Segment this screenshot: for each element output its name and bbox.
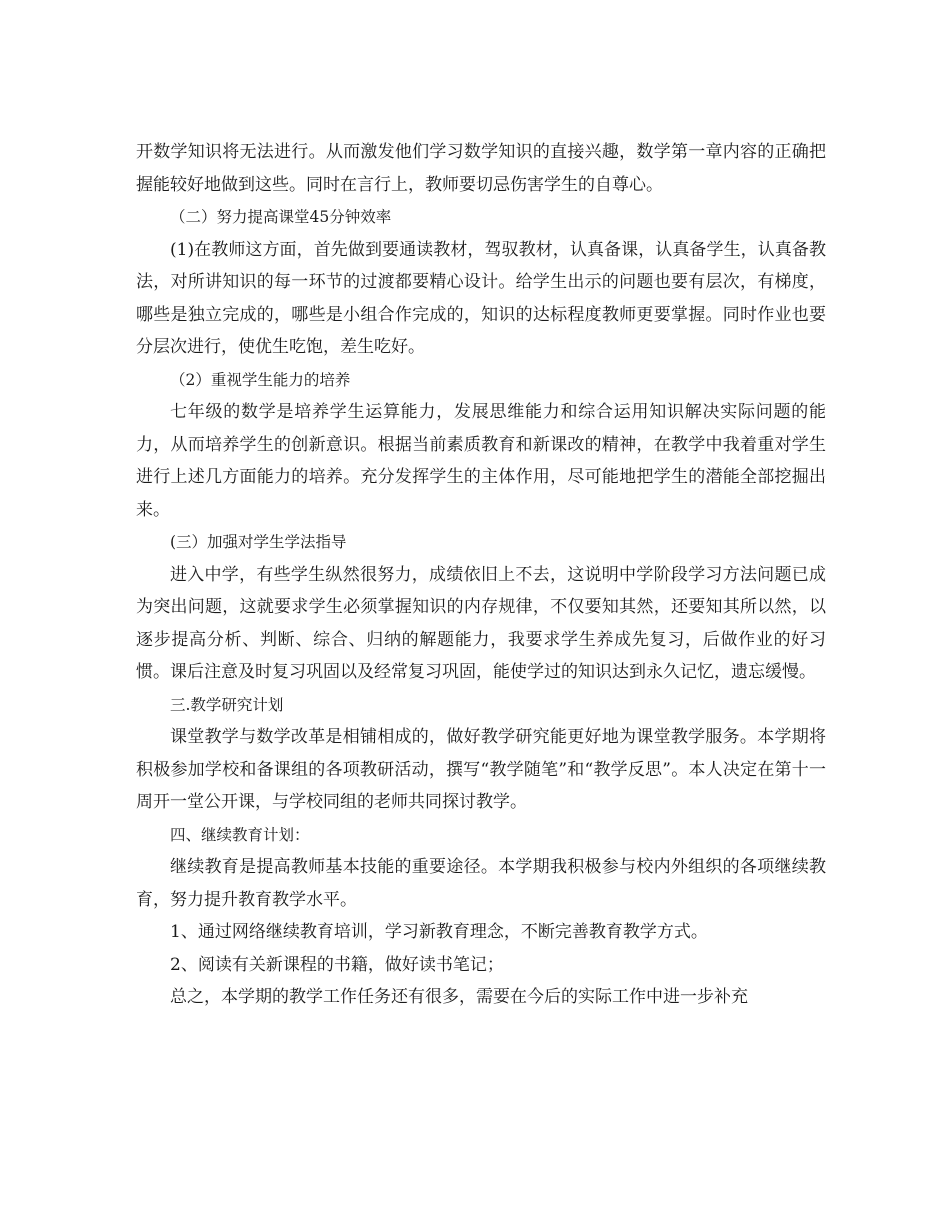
paragraph-research-plan: 课堂教学与数学改革是相铺相成的，做好教学研究能更好地为课堂教学服务。本学期将积极参加学校和备课组的各项教研活动，撰写“教学随笔”和“教学反思”。本人决定在第十一周开一堂公开课，与学校同组的老师共同探讨教学。 xyxy=(136,727,826,812)
paragraph-teacher-preparation: (1)在教师这方面，首先做到要通读教材，驾驭教材，认真备课，认真备学生，认真备教法，对所讲知识的每一环节的过渡都要精心设计。给学生出示的问题也要有层次，有梯度，哪些是独立完成的，哪些是小组合作完成的，知识的达标程度教师更要掌握。同时作业也要分层次进行，使优生吃饱，差生吃好。 xyxy=(136,239,826,357)
paragraph-summary: 总之，本学期的教学工作任务还有很多，需要在今后的实际工作中进一步补充 xyxy=(170,987,748,1007)
document-body xyxy=(136,136,826,1014)
section-heading-continuing-education: 四、继续教育计划： xyxy=(170,825,310,844)
section-heading-ability: （2）重视学生能力的培养 xyxy=(170,370,351,389)
paragraph-continuation: 开数学知识将无法进行。从而激发他们学习数学知识的直接兴趣，数学第一章内容的正确把握能较好地做到这些。同时在言行上，教师要切忌伤害学生的自尊心。 xyxy=(136,142,826,195)
paragraph-ability-training: 七年级的数学是培养学生运算能力，发展思维能力和综合运用知识解决实际问题的能力，从而培养学生的创新意识。根据当前素质教育和新课改的精神，在教学中我着重对学生进行上述几方面能力的培养。充分发挥学生的主体作用，尽可能地把学生的潜能全部挖掘出来。 xyxy=(136,402,826,520)
paragraph-continuing-education: 继续教育是提高教师基本技能的重要途径。本学期我积极参与校内外组织的各项继续教育，努力提升教育教学水平。 xyxy=(136,857,826,910)
section-heading-study-method: (三）加强对学生学法指导 xyxy=(170,533,347,551)
list-item-online-training: 1、通过网络继续教育培训，学习新教育理念，不断完善教育教学方式。 xyxy=(170,922,708,942)
list-item-reading-notes: 2、阅读有关新课程的书籍，做好读书笔记； xyxy=(170,954,504,975)
section-heading-efficiency: （二）努力提高课堂45分钟效率 xyxy=(170,208,392,226)
paragraph-study-method: 进入中学，有些学生纵然很努力，成绩依旧上不去，这说明中学阶段学习方法问题已成为突出问题，这就要求学生必须掌握知识的内存规律，不仅要知其然，还要知其所以然，以逐步提高分析、判断、综合、归纳的解题能力，我要求学生养成先复习，后做作业的好习惯。课后注意及时复习巩固以及经常复习巩固，能使学过的知识达到永久记忆，遗忘缓慢。 xyxy=(136,564,826,682)
section-heading-research-plan: 三.教学研究计划 xyxy=(170,695,284,714)
